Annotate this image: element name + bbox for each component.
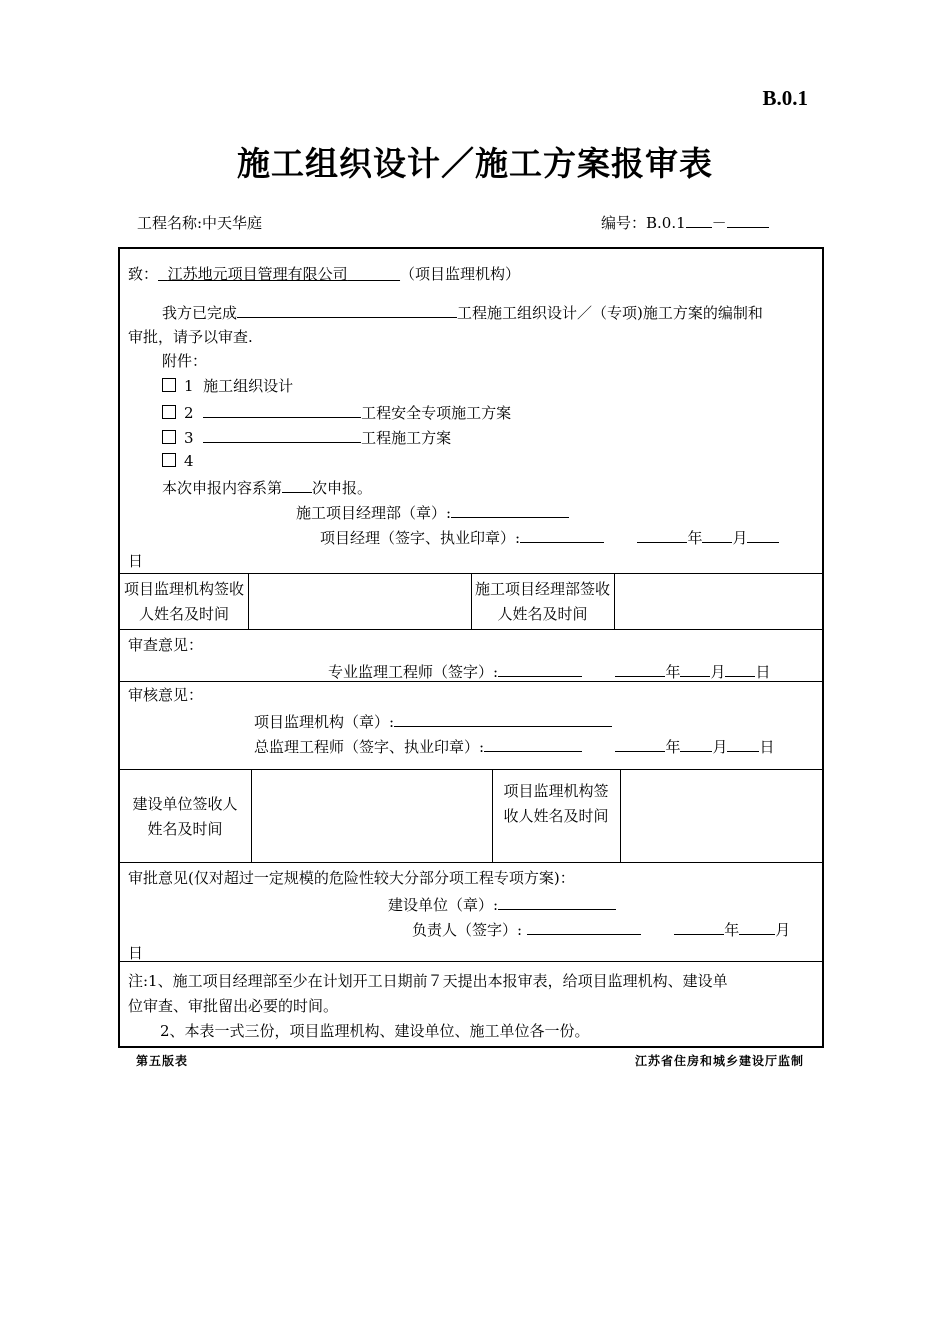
divider xyxy=(251,769,252,862)
number-field-1[interactable] xyxy=(686,212,712,228)
con-receiver-label: 施工项目经理部签收人姓名及时间 xyxy=(474,580,610,623)
divider xyxy=(492,769,493,862)
day-label: 日 xyxy=(759,738,775,756)
attachment-item[interactable] xyxy=(162,377,293,395)
completion-post: 工程施工组织设计／（专项)施工方案的编制和 xyxy=(457,304,763,322)
attachment-item[interactable] xyxy=(162,452,194,470)
attachment-item[interactable] xyxy=(162,402,511,422)
contractor-dept-label: 施工项目经理部（章）: xyxy=(296,504,452,522)
day-blank[interactable] xyxy=(747,527,779,543)
month-blank[interactable] xyxy=(739,919,775,935)
attachment-text: 工程施工方案 xyxy=(361,429,452,447)
project-blank[interactable] xyxy=(237,302,457,318)
day-label: 日 xyxy=(128,552,144,570)
sup-receiver2-label: 项目监理机构签收人姓名及时间 xyxy=(503,782,609,825)
divider xyxy=(620,769,621,862)
number-field-2[interactable] xyxy=(727,212,769,228)
divider xyxy=(120,862,822,863)
project-manager-label: 项目经理（签字、执业印章）: xyxy=(320,529,521,547)
specialist-sign-blank[interactable] xyxy=(498,661,582,677)
form-number xyxy=(601,212,769,233)
submission-line xyxy=(162,477,372,497)
to-company xyxy=(158,265,400,283)
year-label: 年 xyxy=(724,921,740,939)
divider xyxy=(120,961,822,962)
submission-count-blank[interactable] xyxy=(282,477,312,493)
month-blank[interactable] xyxy=(702,527,732,543)
project-name: 工程名称:中天华庭 xyxy=(137,214,263,232)
form-code: B.0.1 xyxy=(762,86,808,110)
chief-engineer-label: 总监理工程师（签字、执业印章）: xyxy=(254,738,485,756)
checkbox[interactable] xyxy=(162,378,176,392)
day-label: 日 xyxy=(128,944,144,962)
page-title: 施工组织设计／施工方案报审表 xyxy=(237,144,713,183)
to-label: 致： xyxy=(128,265,159,283)
to-company-text: 江苏地元项目管理有限公司 xyxy=(167,265,348,283)
day-label: 日 xyxy=(755,663,771,681)
month-blank[interactable] xyxy=(680,736,712,752)
chief-sign-blank[interactable] xyxy=(484,736,582,752)
year-blank[interactable] xyxy=(674,919,724,935)
completion-line xyxy=(162,302,763,322)
year-blank[interactable] xyxy=(615,736,665,752)
to-suffix: （项目监理机构） xyxy=(400,265,521,283)
attachment-text: 工程安全专项施工方案 xyxy=(361,404,512,422)
to-line xyxy=(128,265,520,283)
sup-org-stamp-blank[interactable] xyxy=(394,711,612,727)
attachment-blank[interactable] xyxy=(203,427,361,443)
manager-sign-blank[interactable] xyxy=(520,527,604,543)
month-label: 月 xyxy=(775,921,791,939)
attachment-number: 2 xyxy=(184,404,194,422)
owner-stamp-line xyxy=(388,894,616,914)
project-manager-line xyxy=(320,527,779,547)
submission-pre: 本次申报内容系第 xyxy=(162,479,283,497)
month-label: 月 xyxy=(710,663,726,681)
audit-label: 审核意见： xyxy=(128,686,204,704)
contractor-dept-line xyxy=(296,502,569,522)
responsible-sign-blank[interactable] xyxy=(527,919,641,935)
note-2: 2、本表一式三份，项目监理机构、建设单位、施工单位各一份。 xyxy=(160,1022,590,1040)
completion-pre: 我方已完成 xyxy=(162,304,238,322)
month-label: 月 xyxy=(732,529,748,547)
note-1: 注:1、施工项目经理部至少在计划开工日期前７天提出本报审表，给项目监理机构、建设单 xyxy=(128,972,728,990)
footer-right: 江苏省住房和城乡建设厅监制 xyxy=(634,1054,804,1068)
submission-post: 次申报。 xyxy=(312,479,373,497)
sup-org-stamp-line xyxy=(254,711,612,731)
year-label: 年 xyxy=(687,529,703,547)
divider xyxy=(120,629,822,630)
year-label: 年 xyxy=(665,663,681,681)
attachment-item[interactable] xyxy=(162,427,451,447)
attachment-text: 施工组织设计 xyxy=(203,377,294,395)
footer-left: 第五版表 xyxy=(136,1054,189,1068)
specialist-line xyxy=(328,661,771,681)
contractor-stamp-blank[interactable] xyxy=(451,502,569,518)
sup-org-stamp-label: 项目监理机构（章）: xyxy=(254,713,395,731)
number-dash: － xyxy=(711,214,727,232)
specialist-label: 专业监理工程师（签字）: xyxy=(328,663,499,681)
year-label: 年 xyxy=(665,738,681,756)
divider xyxy=(120,769,822,770)
divider xyxy=(614,573,615,629)
responsible-label: 负责人（签字）: xyxy=(412,921,523,939)
day-blank[interactable] xyxy=(727,736,759,752)
checkbox[interactable] xyxy=(162,430,176,444)
attachments-label: 附件： xyxy=(162,352,208,370)
chief-engineer-line xyxy=(254,736,775,756)
note-1-cont: 位审查、审批留出必要的时间。 xyxy=(128,997,339,1015)
responsible-line xyxy=(412,919,790,939)
owner-stamp-blank[interactable] xyxy=(498,894,616,910)
owner-stamp-label: 建设单位（章）: xyxy=(388,896,499,914)
checkbox[interactable] xyxy=(162,453,176,467)
approval-label: 审批意见(仅对超过一定规模的危险性较大分部分项工程专项方案)： xyxy=(128,869,575,887)
divider xyxy=(248,573,249,629)
number-label: 编号：B.0.1 xyxy=(601,214,686,232)
attachment-blank[interactable] xyxy=(203,402,361,418)
year-blank[interactable] xyxy=(615,661,665,677)
review-label: 审查意见： xyxy=(128,636,204,654)
year-blank[interactable] xyxy=(637,527,687,543)
attachment-number: 1 xyxy=(184,377,194,395)
sup-receiver-label: 项目监理机构签收人姓名及时间 xyxy=(123,580,244,623)
month-label: 月 xyxy=(712,738,728,756)
completion-line-2: 审批，请予以审查. xyxy=(128,328,253,346)
month-blank[interactable] xyxy=(680,661,710,677)
attachment-number: 4 xyxy=(184,452,194,470)
divider xyxy=(120,681,822,682)
owner-receiver-label: 建设单位签收人姓名及时间 xyxy=(132,795,238,838)
day-blank[interactable] xyxy=(725,661,755,677)
attachment-number: 3 xyxy=(184,429,194,447)
checkbox[interactable] xyxy=(162,405,176,419)
form-table xyxy=(118,247,824,1048)
